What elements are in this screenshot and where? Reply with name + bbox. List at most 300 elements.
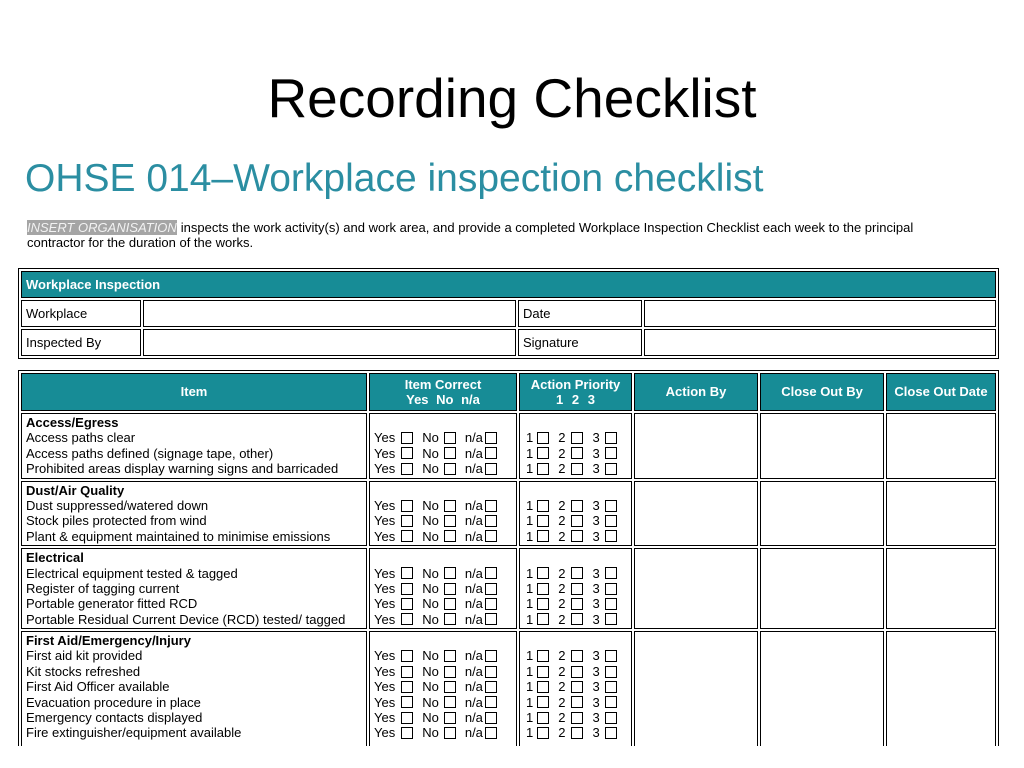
na-label: n/a [464, 497, 483, 513]
priority-2-checkbox[interactable] [571, 463, 583, 475]
no-label: No [422, 565, 439, 581]
workplace-label: Workplace [21, 300, 141, 327]
priority-2-checkbox[interactable] [571, 712, 583, 724]
priority-1-checkbox[interactable] [537, 447, 549, 459]
item-correct-options [374, 725, 512, 740]
na-label: n/a [464, 513, 483, 529]
priority-1-checkbox[interactable] [537, 613, 549, 625]
yes-checkbox[interactable] [401, 598, 413, 610]
priority-1-checkbox[interactable] [537, 666, 549, 678]
checklist-item: Electrical equipment tested & tagged [26, 565, 238, 581]
yes-label: Yes [374, 663, 396, 679]
action-priority-options [526, 461, 627, 476]
priority-2-checkbox[interactable] [571, 515, 583, 527]
priority-1-checkbox[interactable] [537, 463, 549, 475]
no-label: No [422, 611, 439, 627]
priority-2-label: 2 [558, 461, 566, 477]
spacer-line [374, 415, 512, 430]
priority-2-checkbox[interactable] [571, 530, 583, 542]
section-title: Access/Egress [26, 415, 119, 430]
item-correct-options [374, 498, 512, 513]
priority-2-checkbox[interactable] [571, 650, 583, 662]
priority-3-checkbox[interactable] [605, 696, 617, 708]
priority-1-label: 1 [526, 445, 534, 461]
action-priority-options [526, 513, 627, 528]
signature-field[interactable] [644, 329, 996, 356]
yes-checkbox[interactable] [401, 463, 413, 475]
priority-1-checkbox[interactable] [537, 515, 549, 527]
no-checkbox[interactable] [444, 567, 456, 579]
yes-checkbox[interactable] [401, 500, 413, 512]
priority-3-label: 3 [592, 596, 600, 612]
item-correct-cell [369, 481, 517, 547]
yes-checkbox[interactable] [401, 567, 413, 579]
no-checkbox[interactable] [444, 583, 456, 595]
section-title: First Aid/Emergency/Injury [26, 633, 191, 649]
spacer-line [526, 633, 627, 648]
priority-2-label: 2 [558, 445, 566, 461]
action-priority-options [526, 596, 627, 611]
no-checkbox[interactable] [444, 530, 456, 542]
no-label: No [422, 497, 439, 513]
item-correct-options [374, 679, 512, 694]
priority-3-label: 3 [592, 580, 600, 596]
priority-2-checkbox[interactable] [571, 727, 583, 739]
column-header-close-out-by: Close Out By [760, 373, 884, 411]
priority-3-checkbox[interactable] [605, 613, 617, 625]
priority-1-label: 1 [526, 528, 534, 544]
priority-3-checkbox[interactable] [605, 432, 617, 444]
no-label: No [422, 430, 439, 446]
action-priority-options [526, 710, 627, 725]
action-priority-options [526, 725, 627, 740]
checklist-table [18, 370, 999, 746]
priority-3-label: 3 [592, 497, 600, 513]
yes-label: Yes [374, 565, 396, 581]
spacer-line [374, 633, 512, 648]
action-priority-cell [519, 631, 632, 746]
priority-2-label: 2 [558, 565, 566, 581]
item-correct-options [374, 461, 512, 476]
close-out-date-field[interactable] [886, 481, 996, 547]
no-label: No [422, 461, 439, 477]
action-by-field[interactable] [634, 631, 758, 746]
intro-paragraph [27, 220, 913, 250]
priority-3-label: 3 [592, 663, 600, 679]
checklist-section-row [21, 631, 996, 746]
na-checkbox[interactable] [485, 515, 497, 527]
priority-2-checkbox[interactable] [571, 447, 583, 459]
checklist-item: First aid kit provided [26, 648, 143, 664]
priority-1-label: 1 [526, 580, 534, 596]
column-header-item-correct [369, 373, 517, 411]
na-checkbox[interactable] [485, 447, 497, 459]
priority-1-checkbox[interactable] [537, 696, 549, 708]
checklist-item: Portable Residual Current Device (RCD) tested/ tagged [26, 611, 346, 627]
checklist-item: Access paths clear [26, 430, 136, 446]
checklist-header-row [21, 373, 996, 411]
close-out-date-field[interactable] [886, 631, 996, 746]
spacer-line [526, 415, 627, 430]
column-header-item: Item [21, 373, 367, 411]
yes-checkbox[interactable] [401, 712, 413, 724]
item-correct-options [374, 529, 512, 544]
checklist-item: Dust suppressed/watered down [26, 497, 209, 513]
document-heading: OHSE 014–Workplace inspection checklist [25, 157, 764, 200]
checklist-section-row [21, 548, 996, 629]
priority-2-checkbox[interactable] [571, 500, 583, 512]
priority-2-label: 2 [558, 611, 566, 627]
priority-1-checkbox[interactable] [537, 712, 549, 724]
priority-3-checkbox[interactable] [605, 712, 617, 724]
na-label: n/a [464, 528, 483, 544]
priority-3-label: 3 [592, 611, 600, 627]
item-correct-options [374, 430, 512, 445]
action-priority-options [526, 529, 627, 544]
yes-label: Yes [374, 596, 396, 612]
na-label: n/a [464, 694, 483, 710]
yes-label: Yes [374, 648, 396, 664]
na-checkbox[interactable] [485, 650, 497, 662]
intro-text: inspects the work activity(s) and work area, and provide a completed Workplace Inspection Checklist each week to the principal [180, 220, 914, 235]
yes-label: Yes [374, 611, 396, 627]
workplace-inspection-table [18, 268, 999, 359]
intro-line-2 [27, 235, 913, 250]
priority-1-label: 1 [526, 679, 534, 695]
action-by-field[interactable] [634, 413, 758, 479]
na-label: n/a [464, 648, 483, 664]
na-checkbox[interactable] [485, 530, 497, 542]
close-out-by-field[interactable] [760, 481, 884, 547]
priority-1-label: 1 [526, 497, 534, 513]
priority-1-label: 1 [526, 725, 534, 741]
no-label: No [422, 725, 439, 741]
checklist-item: Emergency contacts displayed [26, 710, 203, 726]
priority-1-label: 1 [526, 430, 534, 446]
spacer-line [526, 550, 627, 565]
column-header-action-by: Action By [634, 373, 758, 411]
priority-2-checkbox[interactable] [571, 583, 583, 595]
checklist-body [21, 413, 996, 746]
checklist-item: Access paths defined (signage tape, other) [26, 445, 274, 461]
na-label: n/a [464, 725, 483, 741]
yes-label: Yes [374, 710, 396, 726]
checklist-item: Kit stocks refreshed [26, 663, 141, 679]
priority-3-label: 3 [592, 565, 600, 581]
yes-checkbox[interactable] [401, 681, 413, 693]
na-checkbox[interactable] [485, 463, 497, 475]
item-cell [21, 548, 367, 629]
priority-3-checkbox[interactable] [605, 500, 617, 512]
item-cell [21, 413, 367, 479]
na-checkbox[interactable] [485, 613, 497, 625]
no-checkbox[interactable] [444, 447, 456, 459]
item-correct-options [374, 566, 512, 581]
priority-1-label: 1 [526, 710, 534, 726]
priority-1-checkbox[interactable] [537, 681, 549, 693]
checklist-table-viewport [18, 370, 999, 746]
yes-label: Yes [374, 497, 396, 513]
close-out-date-field[interactable] [886, 413, 996, 479]
na-checkbox[interactable] [485, 500, 497, 512]
date-field[interactable] [644, 300, 996, 327]
item-correct-options [374, 581, 512, 596]
yes-label: Yes [374, 725, 396, 741]
priority-2-label: 2 [558, 528, 566, 544]
action-by-field[interactable] [634, 481, 758, 547]
priority-1-checkbox[interactable] [537, 598, 549, 610]
na-label: n/a [464, 611, 483, 627]
priority-1-checkbox[interactable] [537, 650, 549, 662]
priority-2-label: 2 [558, 497, 566, 513]
spacer-line [526, 483, 627, 498]
priority-2-label: 2 [558, 648, 566, 664]
checklist-item: First Aid Officer available [26, 679, 170, 695]
item-correct-subtitle: Yes No n/a [406, 392, 480, 407]
priority-2-label: 2 [558, 679, 566, 695]
no-label: No [422, 679, 439, 695]
item-correct-cell [369, 413, 517, 479]
priority-1-label: 1 [526, 513, 534, 529]
no-label: No [422, 596, 439, 612]
priority-3-checkbox[interactable] [605, 681, 617, 693]
no-label: No [422, 710, 439, 726]
priority-2-label: 2 [558, 663, 566, 679]
close-out-by-field[interactable] [760, 548, 884, 629]
no-label: No [422, 648, 439, 664]
priority-2-label: 2 [558, 694, 566, 710]
priority-3-label: 3 [592, 445, 600, 461]
no-checkbox[interactable] [444, 696, 456, 708]
yes-checkbox[interactable] [401, 727, 413, 739]
close-out-by-field[interactable] [760, 413, 884, 479]
action-priority-cell [519, 413, 632, 479]
action-priority-options [526, 679, 627, 694]
priority-2-label: 2 [558, 580, 566, 596]
item-correct-options [374, 596, 512, 611]
priority-3-checkbox[interactable] [605, 463, 617, 475]
priority-1-checkbox[interactable] [537, 530, 549, 542]
priority-2-label: 2 [558, 725, 566, 741]
na-label: n/a [464, 461, 483, 477]
na-label: n/a [464, 430, 483, 446]
no-checkbox[interactable] [444, 515, 456, 527]
no-checkbox[interactable] [444, 598, 456, 610]
yes-label: Yes [374, 528, 396, 544]
priority-3-label: 3 [592, 710, 600, 726]
signature-label: Signature [518, 329, 642, 356]
priority-1-label: 1 [526, 648, 534, 664]
no-checkbox[interactable] [444, 666, 456, 678]
priority-1-checkbox[interactable] [537, 583, 549, 595]
na-checkbox[interactable] [485, 583, 497, 595]
action-priority-subtitle: 1 2 3 [556, 392, 595, 407]
column-header-action-priority [519, 373, 632, 411]
priority-3-checkbox[interactable] [605, 515, 617, 527]
slide-title: Recording Checklist [267, 67, 757, 129]
no-checkbox[interactable] [444, 500, 456, 512]
priority-2-checkbox[interactable] [571, 666, 583, 678]
checklist-item: Register of tagging current [26, 580, 180, 596]
item-correct-cell [369, 631, 517, 746]
checklist-item: Evacuation procedure in place [26, 694, 201, 710]
priority-3-label: 3 [592, 513, 600, 529]
yes-checkbox[interactable] [401, 696, 413, 708]
yes-checkbox[interactable] [401, 530, 413, 542]
action-priority-options [526, 612, 627, 627]
yes-checkbox[interactable] [401, 447, 413, 459]
action-priority-options [526, 446, 627, 461]
na-checkbox[interactable] [485, 681, 497, 693]
yes-checkbox[interactable] [401, 666, 413, 678]
inspected-by-label: Inspected By [21, 329, 141, 356]
priority-2-checkbox[interactable] [571, 681, 583, 693]
action-priority-options [526, 430, 627, 445]
spacer-line [374, 483, 512, 498]
priority-3-checkbox[interactable] [605, 727, 617, 739]
action-priority-options [526, 664, 627, 679]
na-checkbox[interactable] [485, 598, 497, 610]
close-out-by-field[interactable] [760, 631, 884, 746]
checklist-item: Fire extinguisher/equipment available [26, 725, 242, 741]
intro-line-1 [27, 220, 913, 235]
na-label: n/a [464, 596, 483, 612]
item-correct-title: Item Correct [404, 376, 482, 392]
priority-2-checkbox[interactable] [571, 432, 583, 444]
na-label: n/a [464, 663, 483, 679]
no-checkbox[interactable] [444, 681, 456, 693]
yes-checkbox[interactable] [401, 613, 413, 625]
priority-1-checkbox[interactable] [537, 432, 549, 444]
priority-3-label: 3 [592, 461, 600, 477]
action-priority-options [526, 581, 627, 596]
item-correct-options [374, 695, 512, 710]
item-correct-options [374, 513, 512, 528]
priority-1-label: 1 [526, 565, 534, 581]
yes-label: Yes [374, 445, 396, 461]
action-priority-title: Action Priority [530, 376, 621, 392]
workplace-inspection-header: Workplace Inspection [21, 271, 996, 298]
priority-1-checkbox[interactable] [537, 727, 549, 739]
no-checkbox[interactable] [444, 650, 456, 662]
na-checkbox[interactable] [485, 432, 497, 444]
checklist-section-row [21, 413, 996, 479]
priority-3-checkbox[interactable] [605, 567, 617, 579]
priority-3-label: 3 [592, 430, 600, 446]
workplace-field[interactable] [143, 300, 516, 327]
item-cell [21, 631, 367, 746]
date-label: Date [518, 300, 642, 327]
no-label: No [422, 513, 439, 529]
no-checkbox[interactable] [444, 432, 456, 444]
na-checkbox[interactable] [485, 727, 497, 739]
yes-checkbox[interactable] [401, 583, 413, 595]
checklist-item: Prohibited areas display warning signs and barricaded [26, 461, 339, 477]
priority-2-checkbox[interactable] [571, 613, 583, 625]
item-correct-options [374, 446, 512, 461]
priority-1-checkbox[interactable] [537, 500, 549, 512]
yes-label: Yes [374, 430, 396, 446]
priority-1-label: 1 [526, 663, 534, 679]
yes-checkbox[interactable] [401, 515, 413, 527]
intro-text-continued: contractor for the duration of the works. [27, 235, 254, 250]
yes-label: Yes [374, 461, 396, 477]
na-checkbox[interactable] [485, 666, 497, 678]
na-checkbox[interactable] [485, 712, 497, 724]
priority-1-label: 1 [526, 596, 534, 612]
no-label: No [422, 528, 439, 544]
priority-3-label: 3 [592, 528, 600, 544]
item-cell [21, 481, 367, 547]
checklist-item: Stock piles protected from wind [26, 513, 207, 529]
action-priority-options [526, 695, 627, 710]
priority-3-label: 3 [592, 725, 600, 741]
priority-2-checkbox[interactable] [571, 696, 583, 708]
priority-3-checkbox[interactable] [605, 530, 617, 542]
yes-label: Yes [374, 694, 396, 710]
priority-1-label: 1 [526, 611, 534, 627]
item-correct-options [374, 710, 512, 725]
priority-3-checkbox[interactable] [605, 650, 617, 662]
priority-3-checkbox[interactable] [605, 447, 617, 459]
checklist-section-row [21, 481, 996, 547]
na-label: n/a [464, 580, 483, 596]
section-title: Dust/Air Quality [26, 482, 125, 498]
item-correct-cell [369, 548, 517, 629]
priority-2-checkbox[interactable] [571, 567, 583, 579]
action-priority-options [526, 566, 627, 581]
yes-checkbox[interactable] [401, 650, 413, 662]
na-checkbox[interactable] [485, 567, 497, 579]
yes-label: Yes [374, 679, 396, 695]
priority-3-label: 3 [592, 648, 600, 664]
priority-3-checkbox[interactable] [605, 598, 617, 610]
organisation-placeholder: INSERT ORGANISATION [27, 220, 177, 235]
priority-3-checkbox[interactable] [605, 666, 617, 678]
close-out-date-field[interactable] [886, 548, 996, 629]
no-checkbox[interactable] [444, 613, 456, 625]
priority-1-checkbox[interactable] [537, 567, 549, 579]
workplace-row [21, 300, 996, 327]
no-checkbox[interactable] [444, 712, 456, 724]
action-priority-options [526, 648, 627, 663]
spacer-line [374, 550, 512, 565]
yes-checkbox[interactable] [401, 432, 413, 444]
na-checkbox[interactable] [485, 696, 497, 708]
priority-3-label: 3 [592, 694, 600, 710]
priority-1-label: 1 [526, 694, 534, 710]
priority-2-label: 2 [558, 430, 566, 446]
priority-3-checkbox[interactable] [605, 583, 617, 595]
priority-2-label: 2 [558, 596, 566, 612]
section-title: Electrical [26, 550, 84, 566]
action-by-field[interactable] [634, 548, 758, 629]
priority-2-checkbox[interactable] [571, 598, 583, 610]
no-label: No [422, 694, 439, 710]
no-checkbox[interactable] [444, 727, 456, 739]
inspected-by-row [21, 329, 996, 356]
yes-label: Yes [374, 513, 396, 529]
item-correct-options [374, 664, 512, 679]
action-priority-cell [519, 548, 632, 629]
no-checkbox[interactable] [444, 463, 456, 475]
no-label: No [422, 663, 439, 679]
action-priority-options [526, 498, 627, 513]
inspected-by-field[interactable] [143, 329, 516, 356]
priority-1-label: 1 [526, 461, 534, 477]
priority-3-label: 3 [592, 679, 600, 695]
no-label: No [422, 445, 439, 461]
